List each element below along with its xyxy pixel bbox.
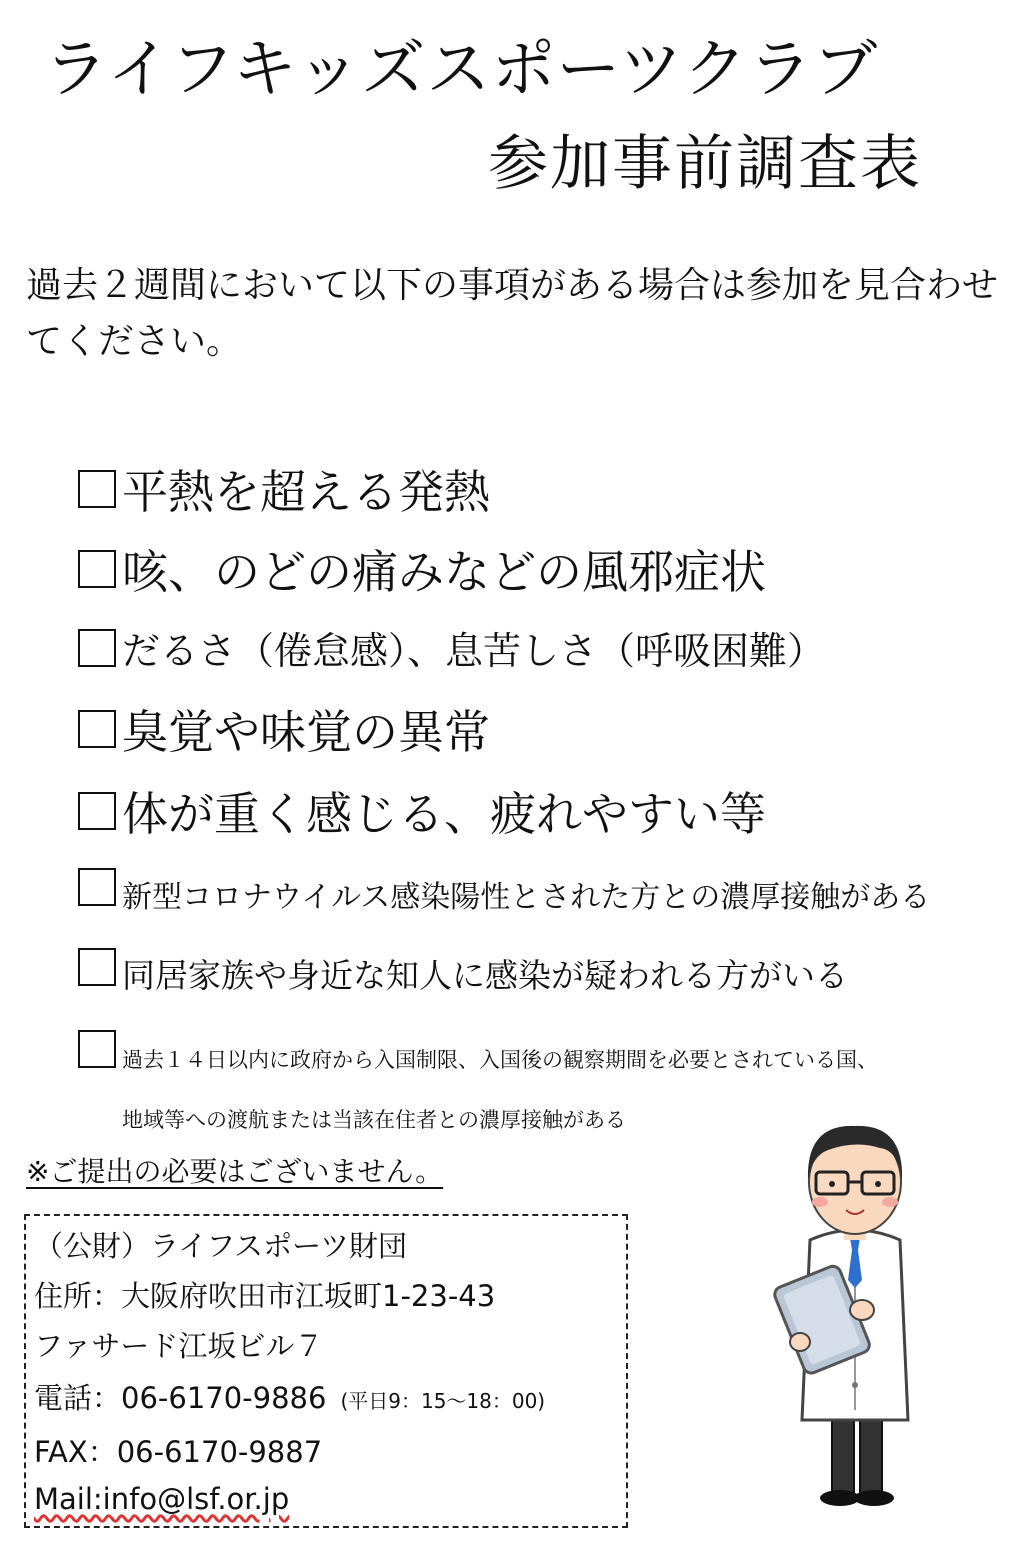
title-line-1: ライフキッズスポーツクラブ xyxy=(44,33,879,107)
doctor-with-tablet-illustration xyxy=(770,1110,940,1510)
checklist-item-label: 体が重く感じる、疲れやすい等 xyxy=(122,787,766,841)
checklist-item-travel-continued: 地域等への渡航または当該在住者との濃厚接触がある xyxy=(122,1108,626,1132)
checklist-item-close-contact xyxy=(78,868,930,916)
checklist-item-heavy-body xyxy=(78,778,766,844)
contact-box xyxy=(24,1214,628,1528)
checklist-item-label: だるさ（倦怠感）、息苦しさ（呼吸困難） xyxy=(122,629,826,673)
checkbox[interactable] xyxy=(78,792,116,830)
phone-line xyxy=(34,1376,545,1417)
address-line-1: 住所：大阪府吹田市江坂町1-23-43 xyxy=(34,1279,496,1313)
checkbox[interactable] xyxy=(78,868,116,906)
email-link[interactable]: Mail:info@lsf.or.jp xyxy=(34,1482,290,1516)
checkbox[interactable] xyxy=(78,550,116,588)
address-line-2: ファサード江坂ビル７ xyxy=(34,1329,324,1363)
checkbox[interactable] xyxy=(78,470,116,508)
submission-note: ※ご提出の必要はございません。 xyxy=(26,1155,444,1188)
checklist-item-label: 平熱を超える発熱 xyxy=(122,465,490,519)
fax-line: FAX：06-6170-9887 xyxy=(34,1435,323,1469)
checkbox[interactable] xyxy=(78,629,116,667)
checklist-item-label: 咳、のどの痛みなどの風邪症状 xyxy=(122,545,766,599)
checklist-item-label: 同居家族や身近な知人に感染が疑われる方がいる xyxy=(122,956,848,995)
checklist-item-smell-taste xyxy=(78,696,490,762)
organization-name: （公財）ライフスポーツ財団 xyxy=(34,1229,407,1263)
checklist-item-fatigue xyxy=(78,620,825,675)
phone-number[interactable]: 電話：06-6170-9886 xyxy=(34,1381,327,1415)
checkbox[interactable] xyxy=(78,948,116,986)
checklist-item-family-suspected xyxy=(78,948,848,997)
checkbox[interactable] xyxy=(78,1030,116,1068)
business-hours: (平日9：15〜18：00) xyxy=(340,1389,546,1413)
title-line-2: 参加事前調査表 xyxy=(488,129,922,199)
checklist-item-label: 過去１４日以内に政府から入国制限、入国後の観察期間を必要とされている国、 xyxy=(122,1048,878,1072)
checklist-item-label: 新型コロナウイルス感染陽性とされた方との濃厚接触がある xyxy=(122,880,931,915)
checklist-item-travel xyxy=(78,1030,878,1074)
checkbox[interactable] xyxy=(78,710,116,748)
checklist-item-fever xyxy=(78,456,490,522)
checklist-item-cold xyxy=(78,536,766,602)
checklist-item-label: 臭覚や味覚の異常 xyxy=(122,705,490,759)
intro-text: 過去２週間において以下の事項がある場合は参加を見合わせてください。 xyxy=(26,265,999,362)
